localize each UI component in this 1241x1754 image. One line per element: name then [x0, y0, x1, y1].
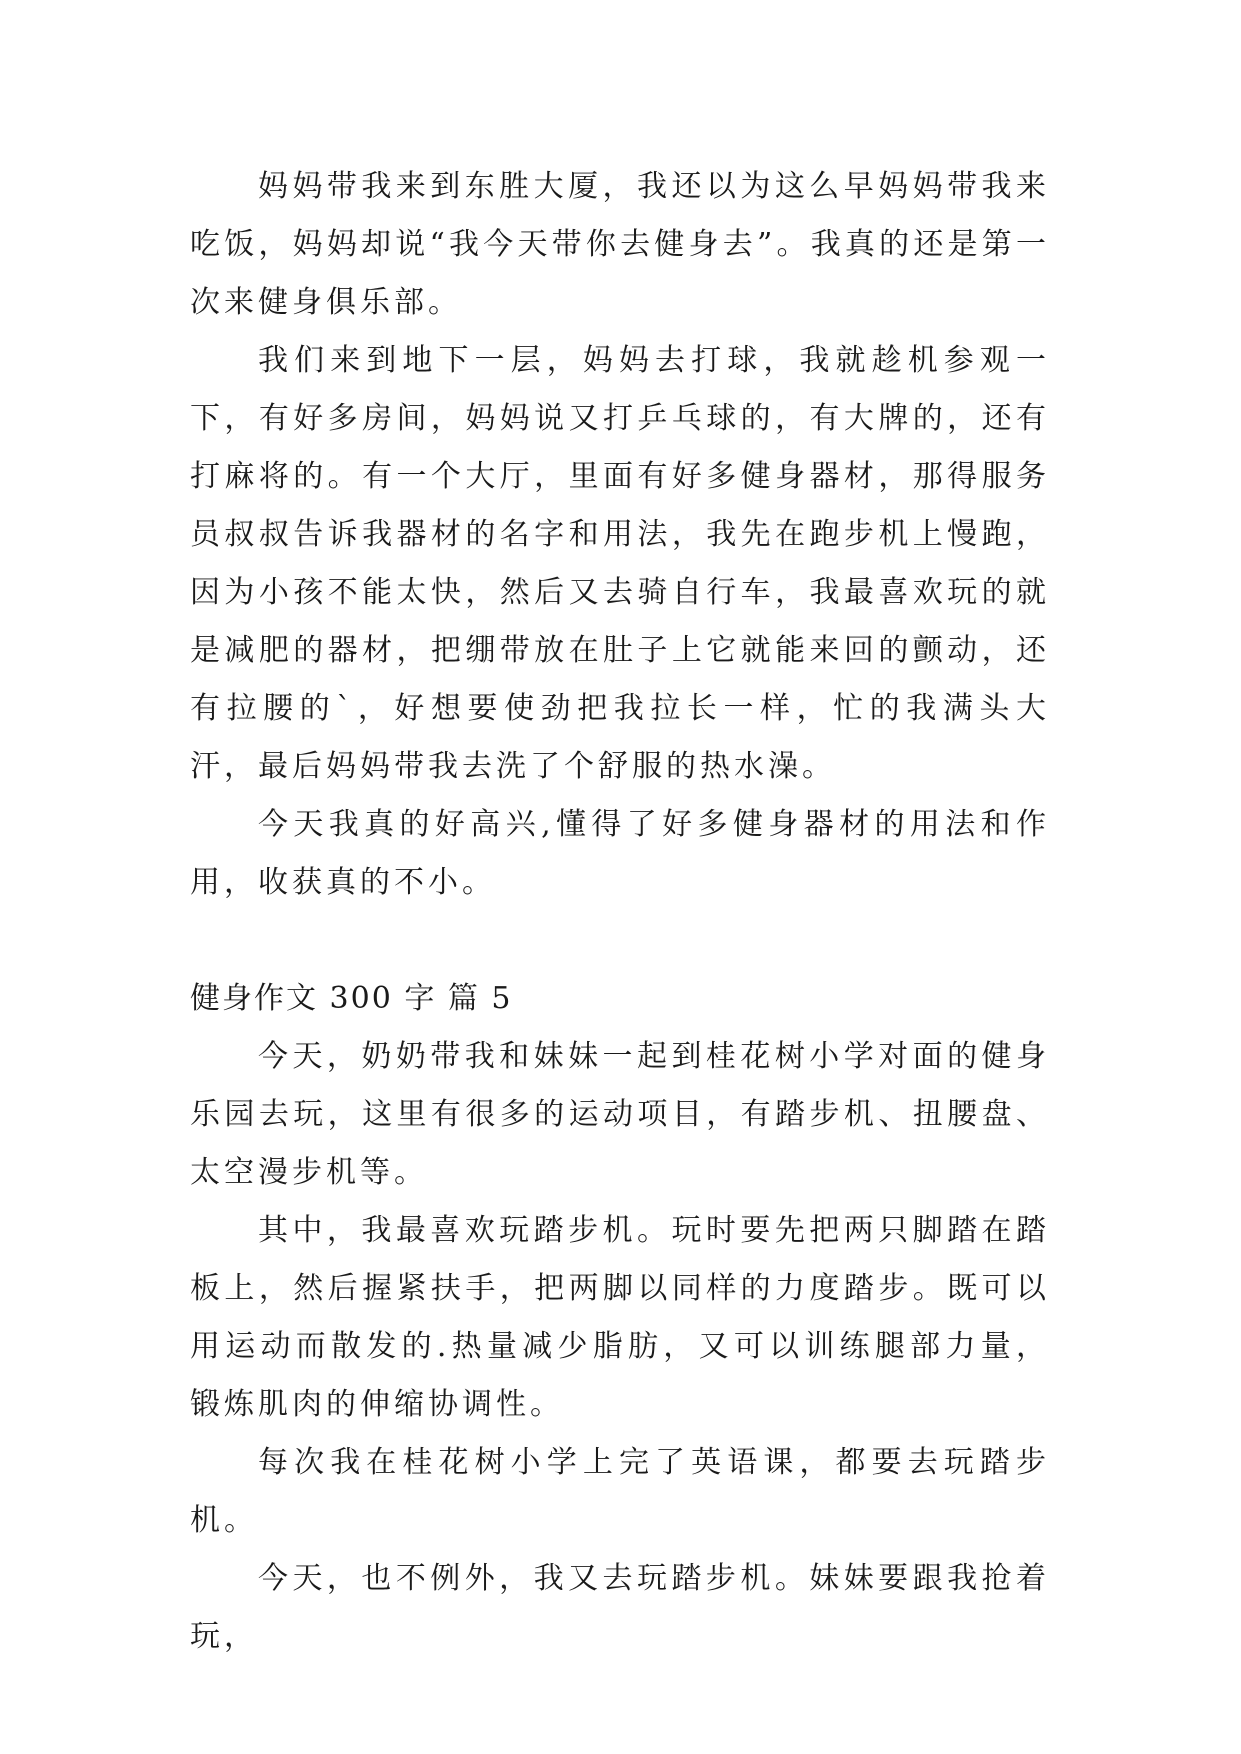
paragraph-conclusion: 今天我真的好高兴,懂得了好多健身器材的用法和作用，收获真的不小。	[190, 807, 1050, 900]
section-heading: 健身作文 300 字 篇 5	[190, 981, 513, 1016]
paragraph-fitness-park: 今天，奶奶带我和妹妹一起到桂花树小学对面的健身乐园去玩，这里有很多的运动项目，有踏步机、扭腰盘、太空漫步机等。	[190, 1039, 1050, 1190]
document-page	[190, 158, 1050, 1666]
section-gap	[190, 912, 1050, 970]
paragraph-after-class: 每次我在桂花树小学上完了英语课，都要去玩踏步机。	[190, 1445, 1050, 1538]
paragraph-today: 今天，也不例外，我又去玩踏步机。妹妹要跟我抢着玩，	[190, 1561, 1050, 1654]
paragraph-stepper: 其中，我最喜欢玩踏步机。玩时要先把两只脚踏在踏板上，然后握紧扶手，把两脚以同样的力度踏步。既可以用运动而散发的.热量减少脂肪，又可以训练腿部力量，锻炼肌肉的伸缩协调性。	[190, 1213, 1050, 1422]
paragraph-basement-tour: 我们来到地下一层，妈妈去打球，我就趁机参观一下，有好多房间，妈妈说又打乒乓球的，有大牌的，还有打麻将的。有一个大厅，里面有好多健身器材，那得服务员叔叔告诉我器材的名字和用法，我先在跑步机上慢跑，因为小孩不能太快，然后又去骑自行车，我最喜欢玩的就是减肥的器材，把绷带放在肚子上它就能来回的颤动，还有拉腰的`，好想要使劲把我拉长一样，忙的我满头大汗，最后妈妈带我去洗了个舒服的热水澡。	[190, 343, 1050, 784]
paragraph-gym-visit: 妈妈带我来到东胜大厦，我还以为这么早妈妈带我来吃饭，妈妈却说“我今天带你去健身去”。我真的还是第一次来健身俱乐部。	[190, 169, 1050, 320]
